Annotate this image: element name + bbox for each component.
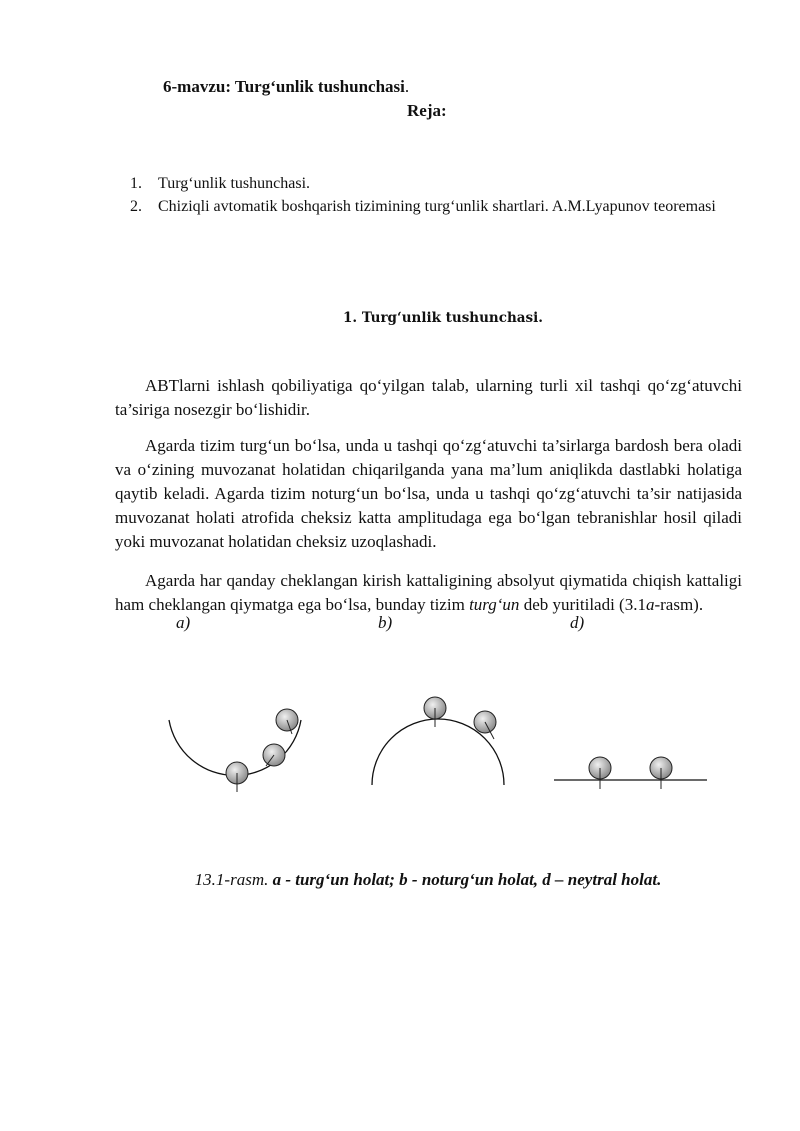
plan-item-text: Chiziqli avtomatik boshqarish tizimining turg‘unlik shartlari. A.M.Lyapunov teoremasi: [158, 198, 716, 215]
paragraph-1: ABTlarni ishlash qobiliyatiga qo‘yilgan talab, ularning turli xil tashqi qo‘zg‘atuvchi ta’siriga nosezgir bo‘lishidir.: [115, 376, 742, 419]
figure-label-b: b): [378, 613, 393, 632]
stable-bowl-diagram: [169, 709, 301, 792]
ball: [424, 697, 446, 727]
plan-item-number: 1.: [130, 175, 142, 192]
section-title: 1. Turg‘unlik tushunchasi.: [343, 310, 543, 326]
unstable-hill-diagram: [372, 697, 504, 785]
figure-label-a: a): [176, 613, 191, 632]
neutral-flat-diagram: [554, 757, 707, 789]
page-title: 6-mavzu: Turg‘unlik tushunchasi.: [163, 77, 410, 96]
ball: [650, 757, 672, 789]
ball: [474, 711, 496, 739]
figure-label-d: d): [570, 613, 585, 632]
ball: [589, 757, 611, 789]
plan-heading: Reja:: [407, 101, 447, 120]
ball: [226, 762, 248, 792]
figure-caption: 13.1-rasm. a - turg‘un holat; b - noturg‘un holat, d – neytral holat.: [194, 870, 662, 889]
paragraph-3: Agarda har qanday cheklangan kirish kattaligining absolyut qiymatida chiqish kattaligi ham cheklangan qiymatga ega bo‘lsa, bunday tizim turg‘un deb yuritiladi (3.1a-rasm).: [115, 571, 742, 614]
ball: [263, 744, 285, 766]
ball: [276, 709, 298, 734]
plan-item-number: 2.: [130, 198, 142, 215]
plan-item-text: Turg‘unlik tushunchasi.: [158, 175, 311, 192]
paragraph-2: Agarda tizim turg‘un bo‘lsa, unda u tashqi qo‘zg‘atuvchi ta’sirlarga bardosh bera oladi va o‘zining muvozanat holatidan chiqarilganda yana ma’lum aniqlikda dastlabki holatiga qaytib keladi. Agarda tizim noturg‘un bo‘lsa, unda u tashqi qo‘zg‘atuvchi ta’sir natijasida muvozanat holati atrofida cheksiz katta amplitudaga ega bo‘lgan tebranishlar hosil qiladi yoki muvozanat holatidan cheksiz uzoqlashadi.: [115, 436, 742, 551]
